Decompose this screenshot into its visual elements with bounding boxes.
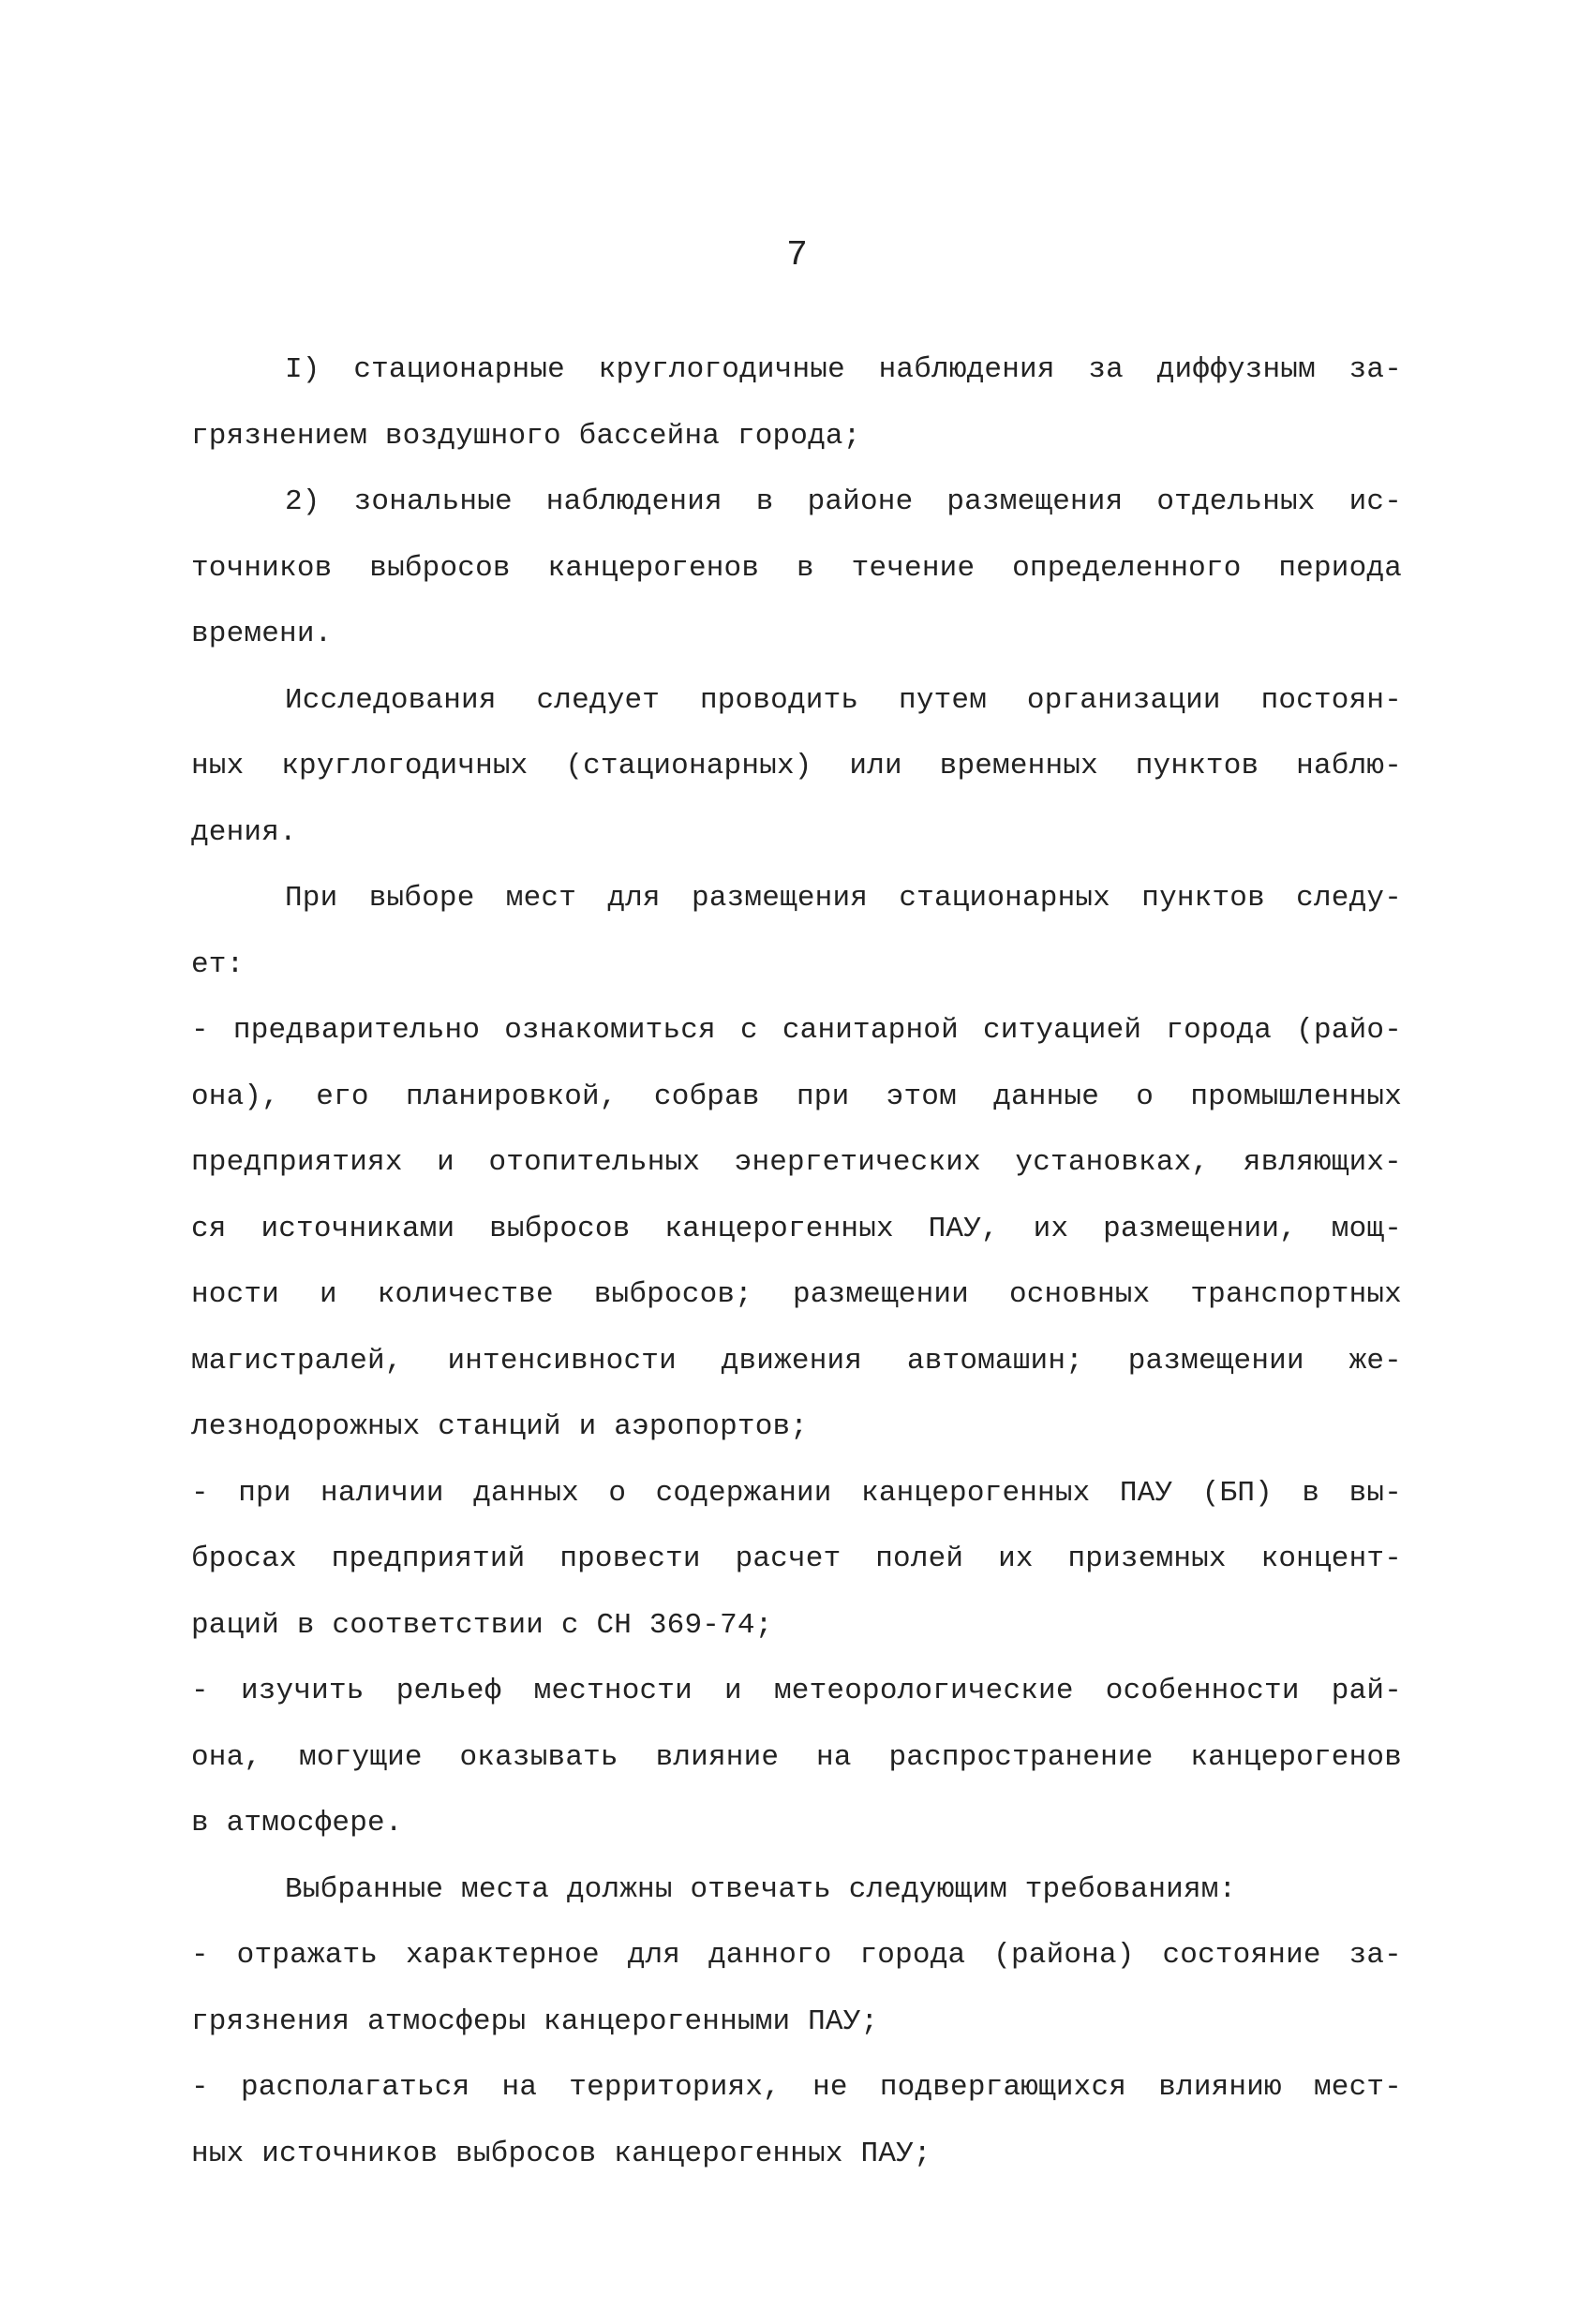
text-line: лезнодорожных станций и аэропортов; <box>191 1410 809 1443</box>
text-line: - при наличии данных о содержании канцерогенных ПАУ (БП) в вы- <box>191 1476 1402 1510</box>
text-line: Выбранные места должны отвечать следующим требованиям: <box>285 1872 1237 1906</box>
text-line: в атмосфере. <box>191 1807 403 1840</box>
page-number: 7 <box>786 235 808 276</box>
text-line: ных круглогодичных (стационарных) или временных пунктов наблю- <box>191 750 1402 782</box>
text-line: При выборе мест для размещения стационарных пунктов следу- <box>285 882 1402 915</box>
text-line: предприятиях и отопительных энергетических установках, являющих- <box>191 1146 1402 1179</box>
text-line: она, могущие оказывать влияние на распространение канцерогенов <box>191 1740 1402 1774</box>
text-line: времени. <box>191 618 333 650</box>
text-line: ет: <box>191 947 245 981</box>
text-line: - изучить рельеф местности и метеорологические особенности рай- <box>191 1675 1402 1707</box>
text-line: грязнением воздушного бассейна города; <box>191 419 861 453</box>
text-line: точников выбросов канцерогенов в течение определенного периода <box>191 551 1402 585</box>
text-line: ных источников выбросов канцерогенных ПАУ; <box>191 2137 931 2170</box>
text-line: Исследования следует проводить путем организации постоян- <box>285 683 1402 717</box>
text-line: магистралей, интенсивности движения автомашин; размещении же- <box>191 1344 1402 1378</box>
text-line: I) стационарные круглогодичные наблюдения за диффузным за- <box>285 353 1402 386</box>
text-line: ности и количестве выбросов; размещении основных транспортных <box>191 1278 1402 1311</box>
text-line: дения. <box>191 815 297 849</box>
text-line: ся источниками выбросов канцерогенных ПАУ, их размещении, мощ- <box>191 1212 1402 1245</box>
text-line: 2) зональные наблюдения в районе размещения отдельных ис- <box>285 485 1402 518</box>
text-line: - располагаться на территориях, не подвергающихся влиянию мест- <box>191 2071 1402 2104</box>
text-line: она), его планировкой, собрав при этом данные о промышленных <box>191 1080 1402 1113</box>
text-line: грязнения атмосферы канцерогенными ПАУ; <box>191 2004 879 2038</box>
text-line: раций в соответствии с СН 369-74; <box>191 1608 773 1642</box>
text-line: - предварительно ознакомиться с санитарной ситуацией города (райо- <box>191 1014 1402 1047</box>
text-line: - отражать характерное для данного города (района) состояние за- <box>191 1939 1402 1972</box>
body-text <box>191 337 1402 2187</box>
text-line: бросах предприятий провести расчет полей их приземных концент- <box>191 1542 1402 1575</box>
